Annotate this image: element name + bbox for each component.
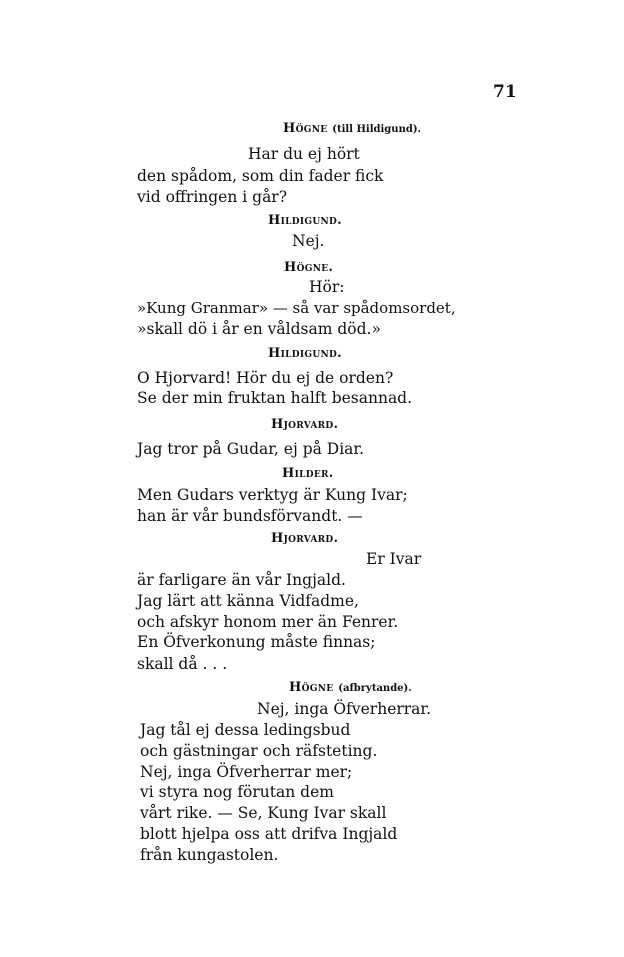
verse-line: »Kung Granmar» — så var spådomsordet, bbox=[137, 299, 456, 317]
verse-line: O Hjorvard! Hör du ej de orden? bbox=[137, 369, 394, 387]
speaker-name: Högne bbox=[289, 680, 334, 695]
verse-line: vi styra nog förutan dem bbox=[140, 783, 334, 801]
verse-line: och afskyr honom mer än Fenrer. bbox=[137, 613, 399, 631]
verse-line: skall då . . . bbox=[137, 655, 228, 673]
verse-line: den spådom, som din fader fick bbox=[137, 167, 384, 185]
page-number: 71 bbox=[493, 82, 517, 102]
verse-line: Er Ivar bbox=[366, 550, 422, 568]
verse-line: Har du ej hört bbox=[248, 145, 360, 163]
stage-direction: (till Hildigund). bbox=[332, 124, 422, 135]
speaker-name: Hilder. bbox=[282, 466, 334, 481]
verse-line: Jag lärt att känna Vidfadme, bbox=[137, 592, 359, 610]
verse-line: och gästningar och räfsteting. bbox=[140, 742, 378, 760]
speaker-heading bbox=[268, 346, 342, 361]
speaker-heading bbox=[282, 466, 334, 481]
verse-line: Men Gudars verktyg är Kung Ivar; bbox=[137, 486, 408, 504]
speaker-name: Högne bbox=[283, 121, 328, 136]
speaker-heading bbox=[271, 417, 338, 432]
speaker-heading bbox=[289, 680, 412, 695]
verse-line: vid offringen i går? bbox=[137, 188, 288, 206]
verse-line: är farligare än vår Ingjald. bbox=[137, 571, 346, 589]
speaker-name: Hjorvard. bbox=[271, 417, 339, 432]
verse-line: En Öfverkonung måste finnas; bbox=[137, 633, 376, 651]
verse-line: från kungastolen. bbox=[140, 846, 279, 864]
verse-line: han är vår bundsförvandt. — bbox=[137, 507, 363, 525]
speaker-name: Hjorvard. bbox=[271, 531, 339, 546]
verse-line: blott hjelpa oss att drifva Ingjald bbox=[140, 825, 398, 843]
verse-line: »skall dö i år en våldsam död.» bbox=[137, 320, 381, 338]
stage-direction: (afbrytande). bbox=[338, 683, 412, 694]
verse-line: vårt rike. — Se, Kung Ivar skall bbox=[140, 804, 387, 822]
speaker-heading bbox=[284, 260, 333, 275]
speaker-name: Högne. bbox=[284, 260, 334, 275]
verse-line: Jag tål ej dessa ledingsbud bbox=[140, 721, 351, 739]
verse-line: Nej. bbox=[292, 232, 325, 250]
speaker-name: Hildigund. bbox=[268, 346, 342, 361]
verse-line: Hör: bbox=[309, 278, 345, 296]
speaker-heading bbox=[283, 121, 421, 136]
verse-line: Jag tror på Gudar, ej på Diar. bbox=[137, 440, 365, 458]
verse-line: Se der min fruktan halft besannad. bbox=[137, 389, 413, 407]
verse-line: Nej, inga Öfverherrar. bbox=[257, 700, 432, 718]
verse-line: Nej, inga Öfverherrar mer; bbox=[140, 763, 353, 781]
speaker-heading bbox=[271, 531, 338, 546]
speaker-heading bbox=[268, 213, 342, 228]
speaker-name: Hildigund. bbox=[268, 213, 342, 228]
